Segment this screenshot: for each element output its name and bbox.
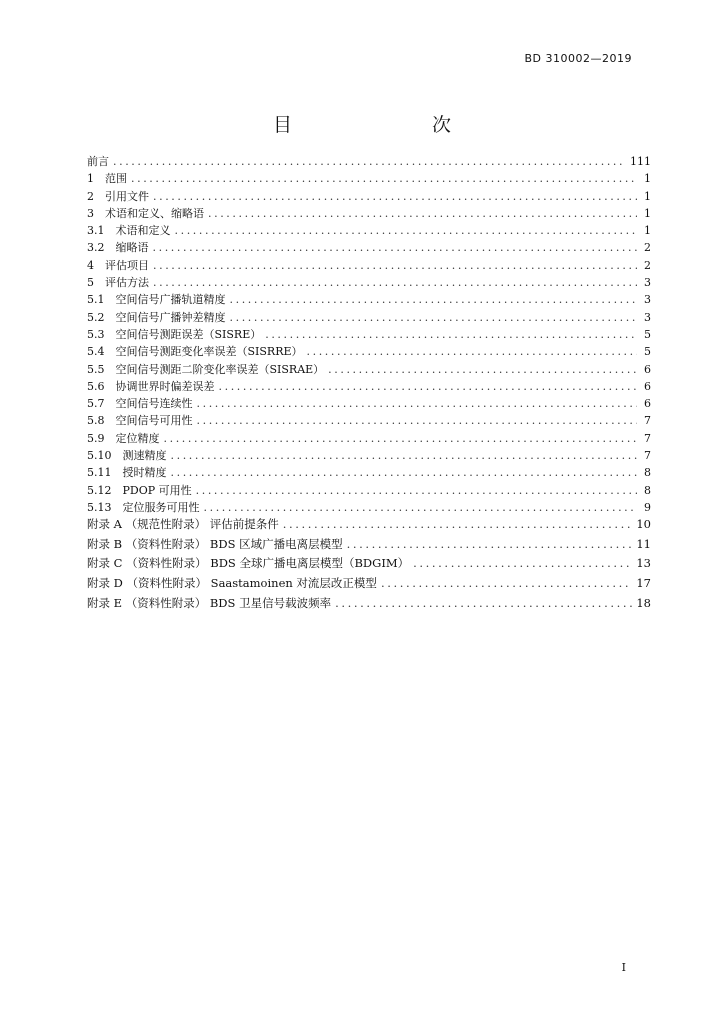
- dot-leader: [230, 311, 638, 324]
- appendix-entry-label: 附录 E （资料性附录） BDS 卫星信号载波频率: [87, 595, 332, 610]
- toc-entry[interactable]: [87, 326, 651, 343]
- dot-leader: [171, 466, 638, 479]
- toc-entry-label: 5.3 空间信号测距误差（SISRE）: [87, 327, 262, 341]
- toc-entry[interactable]: [87, 412, 651, 429]
- appendix-entry[interactable]: [87, 595, 651, 615]
- dot-leader: [153, 259, 637, 272]
- dot-leader: [113, 155, 626, 168]
- appendix-entry-label: 附录 B （资料性附录） BDS 区域广播电离层模型: [87, 536, 343, 551]
- toc-entry[interactable]: [87, 291, 651, 308]
- toc-entry-label: 5.4 空间信号测距变化率误差（SISRRE）: [87, 345, 303, 359]
- toc-entry-label: 5.8 空间信号可用性: [87, 414, 193, 428]
- appendix-entry-page: 11: [636, 536, 651, 551]
- toc-entry[interactable]: [87, 257, 651, 274]
- appendix-entry-label: 附录 A （规范性附录） 评估前提条件: [87, 517, 279, 532]
- dot-leader: [413, 556, 632, 570]
- toc-entry-page: 6: [644, 362, 651, 376]
- dot-leader: [197, 414, 638, 427]
- toc-entry-page: 2: [644, 241, 651, 255]
- dot-leader: [219, 380, 638, 393]
- toc-entry-page: 1: [644, 206, 651, 220]
- appendix-entry[interactable]: [87, 575, 651, 595]
- toc-entry-page: 111: [630, 155, 651, 168]
- toc-entry[interactable]: [87, 274, 651, 291]
- dot-leader: [197, 397, 638, 410]
- toc-entry-page: 5: [644, 345, 651, 359]
- dot-leader: [171, 449, 638, 462]
- toc-entry-page: 3: [644, 293, 651, 307]
- dot-leader: [153, 241, 638, 254]
- toc-entry[interactable]: [87, 499, 651, 516]
- appendix-entry-page: 18: [636, 595, 651, 610]
- toc-entry-page: 3: [644, 310, 651, 324]
- dot-leader: [328, 363, 637, 376]
- toc-entry[interactable]: [87, 239, 651, 256]
- table-of-contents: [87, 153, 651, 614]
- document-code: BD 310002—2019: [524, 52, 632, 65]
- toc-entry-label: 5.11 授时精度: [87, 466, 167, 480]
- toc-entry-page: 6: [644, 379, 651, 393]
- appendix-entry-page: 10: [636, 517, 651, 532]
- dot-leader: [230, 293, 638, 306]
- toc-entry-page: 5: [644, 327, 651, 341]
- toc-entry-page: 3: [644, 276, 651, 290]
- dot-leader: [164, 432, 638, 445]
- dot-leader: [131, 172, 637, 185]
- toc-entry-label: 5.5 空间信号测距二阶变化率误差（SISRAE）: [87, 362, 325, 376]
- toc-entry-page: 2: [644, 258, 651, 272]
- toc-entry-label: 3 术语和定义、缩略语: [87, 206, 204, 220]
- dot-leader: [175, 224, 638, 237]
- toc-entry-label: 1 范围: [87, 172, 127, 186]
- page-number: I: [621, 961, 626, 974]
- appendix-entry[interactable]: [87, 516, 651, 536]
- toc-entry-page: 6: [644, 397, 651, 411]
- toc-entry[interactable]: [87, 464, 651, 481]
- toc-entry[interactable]: [87, 361, 651, 378]
- toc-entry[interactable]: [87, 188, 651, 205]
- toc-entry[interactable]: [87, 170, 651, 187]
- dot-leader: [204, 501, 638, 514]
- toc-entry[interactable]: [87, 395, 651, 412]
- toc-entry-page: 8: [644, 466, 651, 480]
- toc-entry-label: 5.6 协调世界时偏差误差: [87, 379, 215, 393]
- toc-entry-label: 3.2 缩略语: [87, 241, 149, 255]
- appendix-entry-label: 附录 D （资料性附录） Saastamoinen 对流层改正模型: [87, 576, 377, 591]
- toc-entry-label: 5.13 定位服务可用性: [87, 500, 200, 514]
- appendix-entry[interactable]: [87, 536, 651, 556]
- dot-leader: [265, 328, 637, 341]
- toc-entry-label: 5.1 空间信号广播轨道精度: [87, 293, 226, 307]
- toc-entry-page: 1: [644, 224, 651, 238]
- dot-leader: [347, 537, 633, 551]
- toc-entry-page: 1: [644, 172, 651, 186]
- toc-entry-label: 5.7 空间信号连续性: [87, 397, 193, 411]
- toc-entry-page: 1: [644, 189, 651, 203]
- toc-entry-label: 5.12 PDOP 可用性: [87, 483, 192, 497]
- toc-entry[interactable]: [87, 205, 651, 222]
- toc-entry-label: 4 评估项目: [87, 258, 149, 272]
- toc-entry-label: 前言: [87, 155, 109, 168]
- toc-entry[interactable]: [87, 447, 651, 464]
- toc-entry-page: 8: [644, 483, 651, 497]
- toc-entry-page: 9: [644, 500, 651, 514]
- dot-leader: [307, 345, 637, 358]
- toc-entry[interactable]: [87, 309, 651, 326]
- dot-leader: [153, 190, 637, 203]
- toc-entry-label: 2 引用文件: [87, 189, 149, 203]
- dot-leader: [208, 207, 637, 220]
- dot-leader: [283, 517, 633, 531]
- toc-entry[interactable]: [87, 222, 651, 239]
- dot-leader: [381, 576, 632, 590]
- dot-leader: [196, 484, 637, 497]
- toc-entry-label: 5.10 测速精度: [87, 449, 167, 463]
- toc-entry-label: 5.2 空间信号广播钟差精度: [87, 310, 226, 324]
- dot-leader: [335, 596, 632, 610]
- appendix-entry-page: 17: [636, 576, 651, 591]
- appendix-entry[interactable]: [87, 555, 651, 575]
- toc-entry-page: 7: [644, 449, 651, 463]
- appendix-entry-page: 13: [636, 556, 651, 571]
- page-title: 目 次: [272, 114, 485, 136]
- toc-entry[interactable]: [87, 153, 651, 170]
- toc-entry[interactable]: [87, 430, 651, 447]
- appendix-entry-label: 附录 C （资料性附录） BDS 全球广播电离层模型（BDGIM）: [87, 556, 410, 571]
- toc-entry-page: 7: [644, 414, 651, 428]
- toc-entry[interactable]: [87, 343, 651, 360]
- toc-entry[interactable]: [87, 482, 651, 499]
- dot-leader: [153, 276, 637, 289]
- toc-entry[interactable]: [87, 378, 651, 395]
- toc-entry-page: 7: [644, 431, 651, 445]
- toc-entry-label: 5.9 定位精度: [87, 431, 160, 445]
- toc-entry-label: 3.1 术语和定义: [87, 224, 171, 238]
- toc-entry-label: 5 评估方法: [87, 276, 149, 290]
